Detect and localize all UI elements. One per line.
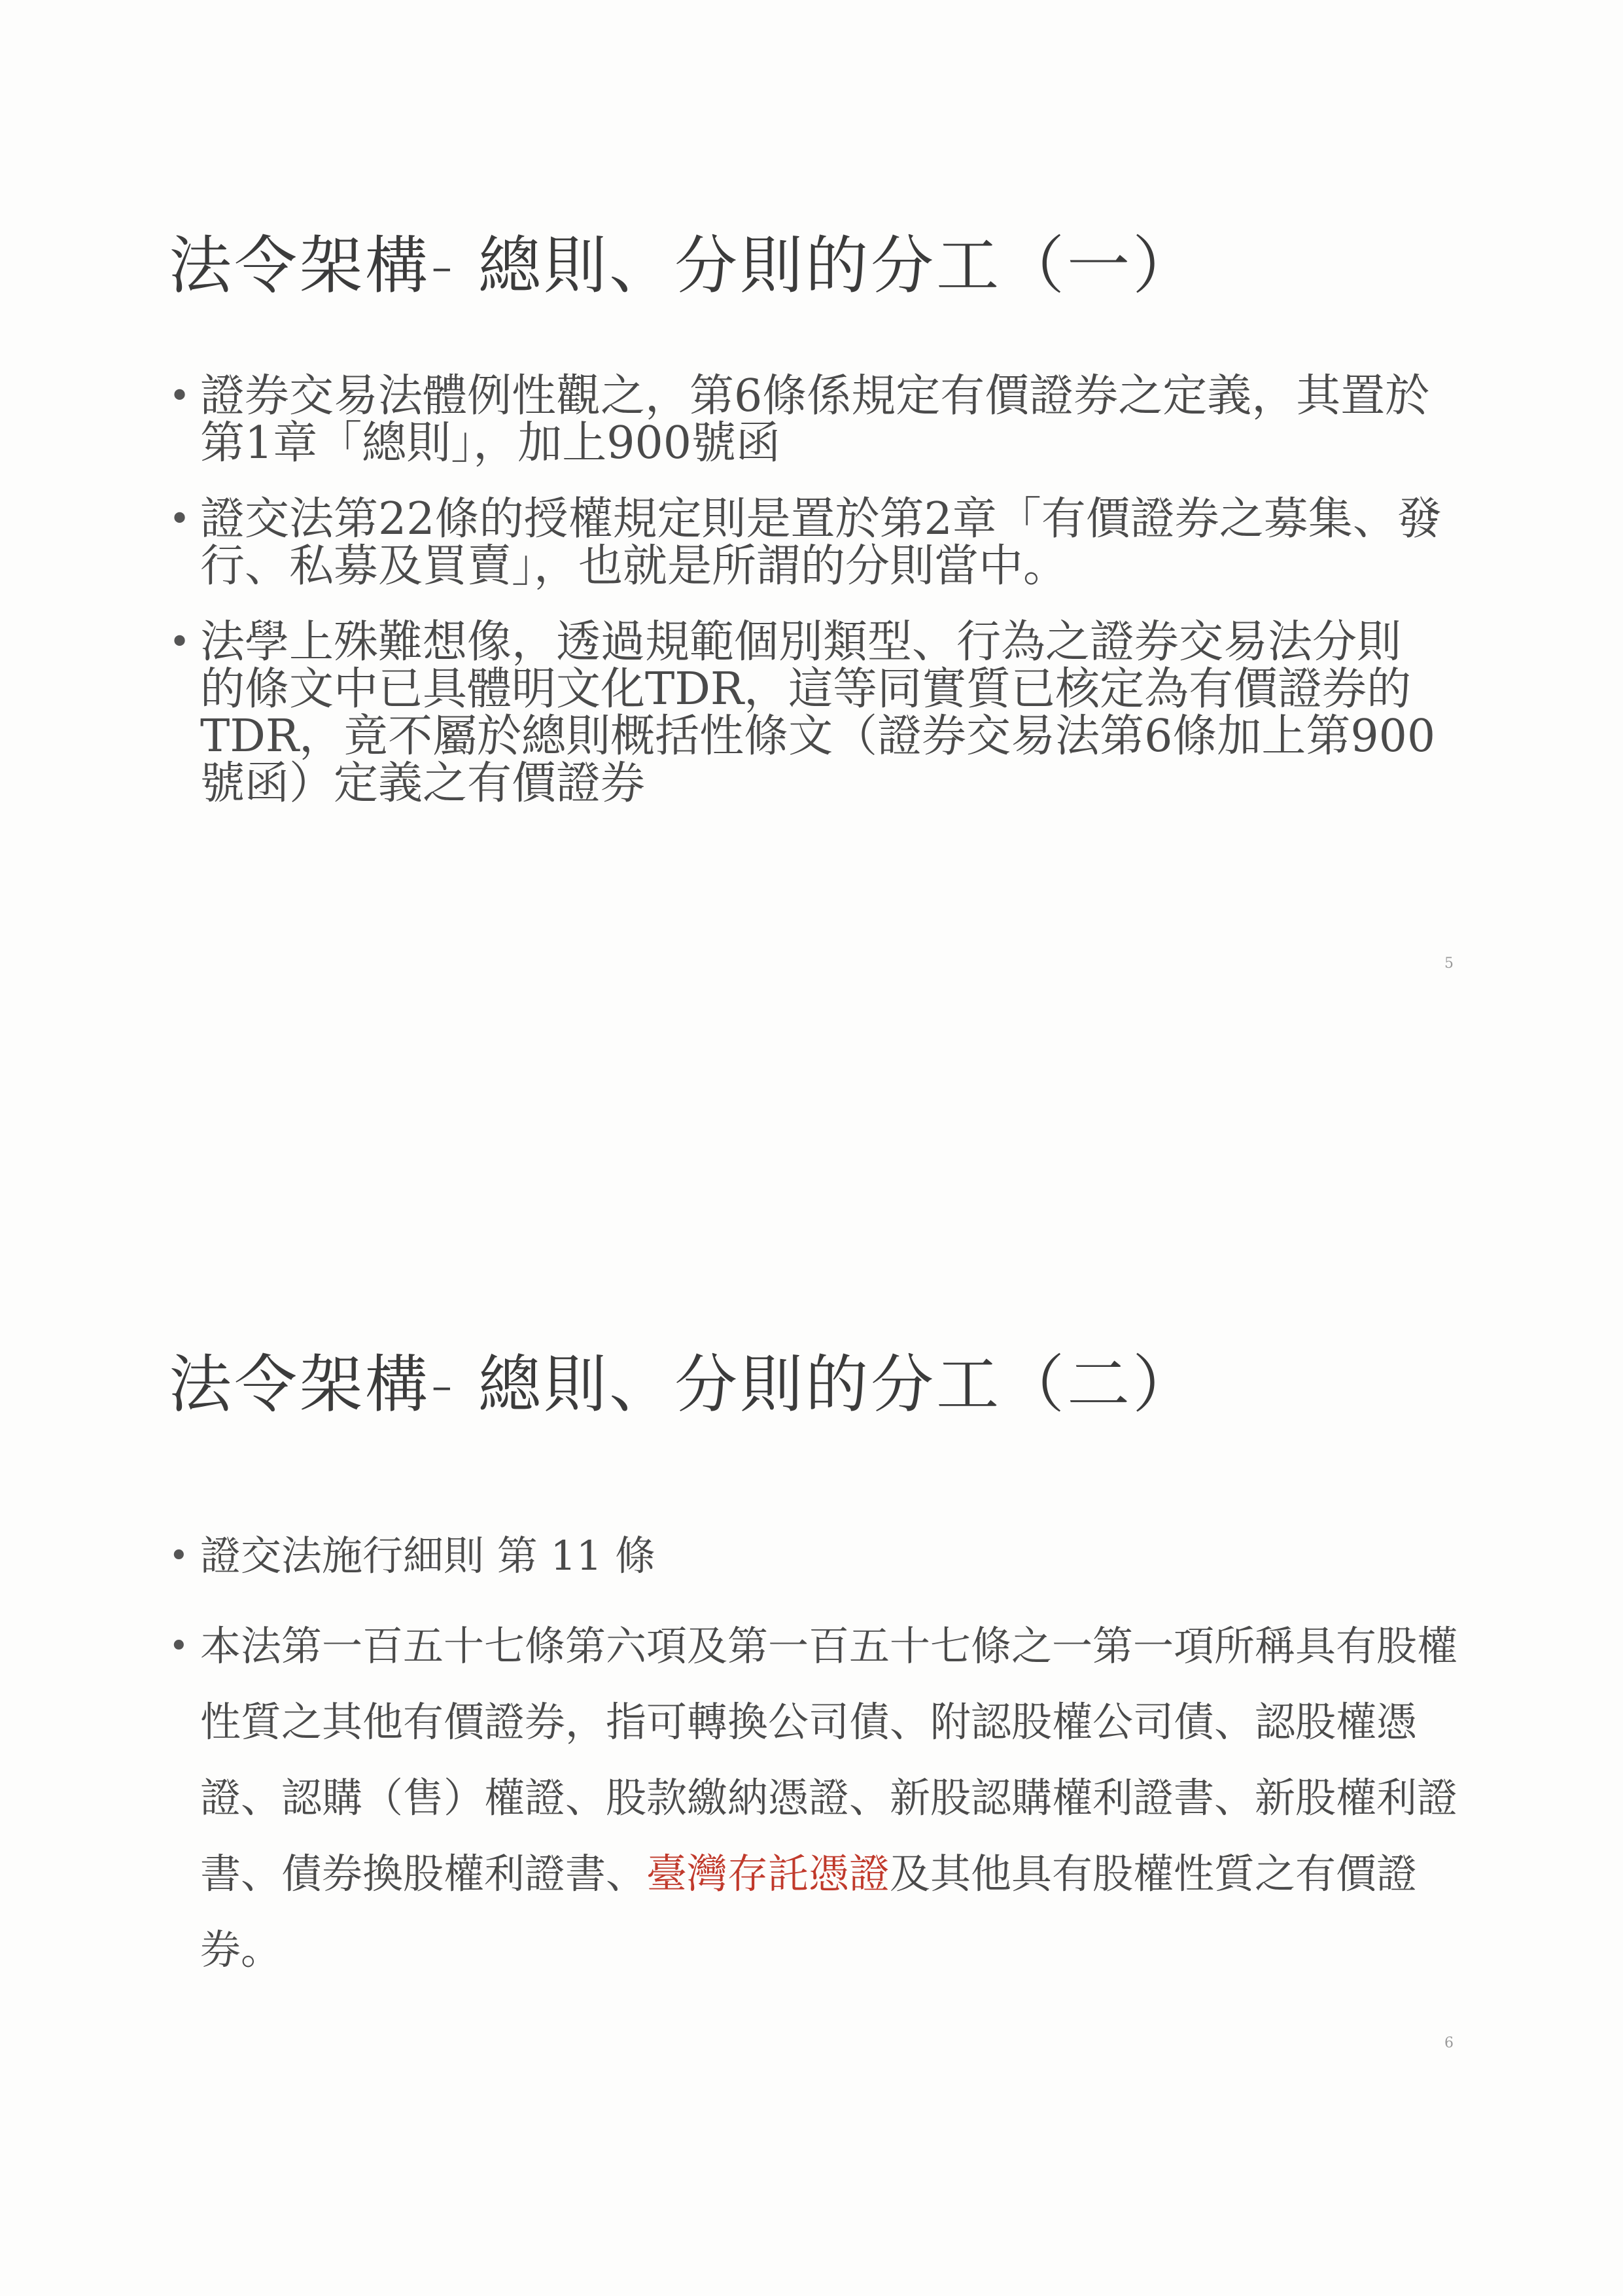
- bullet-item: [169, 370, 1443, 469]
- slide-title: 法令架構- 總則、分則的分工（一）: [169, 229, 1198, 302]
- bullet-list: [169, 1518, 1477, 2002]
- page-number: 6: [1444, 2035, 1454, 2051]
- page-number: 5: [1444, 955, 1454, 972]
- bullet-dot-icon: •: [169, 498, 191, 540]
- bullet-item: [169, 1608, 1495, 1988]
- bullet-text: 證券交易法體例性觀之，第6條係規定有價證券之定義，其置於第1章「總則」，加上900號函: [200, 370, 1430, 469]
- bullet-dot-icon: •: [169, 1627, 189, 1666]
- bullet-item: [169, 493, 1443, 592]
- slide-title: 法令架構- 總則、分則的分工（二）: [169, 1348, 1198, 1421]
- bullet-dot-icon: •: [169, 375, 191, 417]
- bullet-text-before: 本法第一百五十七條第六項及第一百五十七條之一第一項所稱具有股權性質之其他有價證券，指可轉換公司債、附認股權公司債、認股權憑證、認購（售）權證、股款繳納憑證、新股認購權利證書、新股權利證書、債券換股權利證書、: [200, 1622, 1458, 1898]
- bullet-item: [169, 1518, 1495, 1594]
- bullet-text: 法學上殊難想像，透過規範個別類型、行為之證券交易法分則的條文中已具體明文化TDR，這等同實質已核定為有價證券的TDR，竟不屬於總則概括性條文（證券交易法第6條加上第900號函）定義之有價證券: [200, 616, 1436, 809]
- bullet-text: 證交法第22條的授權規定則是置於第2章「有價證券之募集、發行、私募及買賣」，也就是所謂的分則當中。: [200, 493, 1442, 592]
- bullet-item: [169, 616, 1443, 809]
- bullet-text: 證交法施行細則 第 11 條: [200, 1532, 656, 1580]
- bullet-dot-icon: •: [169, 621, 191, 663]
- bullet-list: [169, 370, 1477, 836]
- highlighted-term: 臺灣存託憑證: [646, 1850, 890, 1898]
- bullet-dot-icon: •: [169, 1536, 189, 1576]
- bullet-text-after: 及其他具有股權性質之有價證券。: [200, 1850, 1418, 1973]
